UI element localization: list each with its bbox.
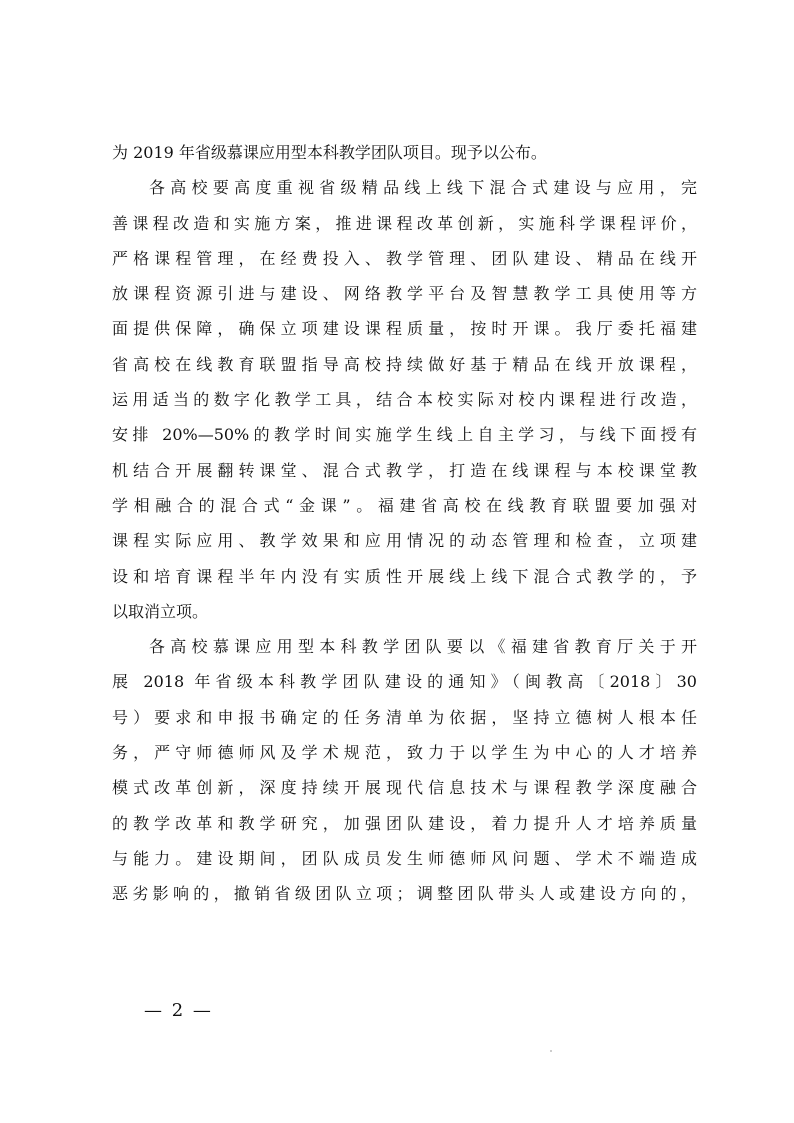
- paragraph-teaching-team: [112, 634, 697, 916]
- page-number: — 2 —: [144, 1000, 213, 1021]
- text-line: 安排 20%—50%的教学时间实施学生线上自主学习，与线下面授有: [112, 425, 697, 445]
- paragraph-course-construction: [112, 175, 697, 634]
- text-line: 省高校在线教育联盟指导高校持续做好基于精品在线开放课程，: [112, 354, 697, 374]
- text-line: 善课程改造和实施方案，推进课程改革创新，实施科学课程评价，: [112, 213, 697, 233]
- text-line: 为 2019 年省级慕课应用型本科教学团队项目。现予以公布。: [112, 143, 547, 162]
- text-line: 以取消立项。: [112, 601, 209, 621]
- text-line: 的教学改革和教学研究，加强团队建设，着力提升人才培养质量: [112, 813, 697, 833]
- text-line: 模式改革创新，深度持续开展现代信息技术与课程教学深度融合: [112, 778, 697, 798]
- body-text: [112, 140, 697, 917]
- paragraph-continuation: [112, 140, 697, 175]
- text-line: 运用适当的数字化教学工具，结合本校实际对校内课程进行改造，: [112, 390, 697, 410]
- text-line: 课程实际应用、教学效果和应用情况的动态管理和检查，立项建: [112, 531, 697, 551]
- text-line: 与能力。建设期间，团队成员发生师德师风问题、学术不端造成: [112, 848, 697, 868]
- text-line: 务，严守师德师风及学术规范，致力于以学生为中心的人才培养: [112, 743, 697, 763]
- text-line: 展 2018 年省级本科教学团队建设的通知》（闽教高〔2018〕30: [112, 672, 697, 692]
- text-line: 放课程资源引进与建设、网络教学平台及智慧教学工具使用等方: [112, 284, 697, 304]
- scan-speck: [550, 1050, 552, 1052]
- text-line: 面提供保障，确保立项建设课程质量，按时开课。我厅委托福建: [112, 319, 697, 339]
- text-line: 严格课程管理，在经费投入、教学管理、团队建设、精品在线开: [112, 248, 697, 268]
- text-line: 各高校慕课应用型本科教学团队要以《福建省教育厅关于开: [149, 637, 697, 657]
- text-line: 恶劣影响的，撤销省级团队立项；调整团队带头人或建设方向的，: [112, 884, 697, 904]
- text-line: 号）要求和申报书确定的任务清单为依据，坚持立德树人根本任: [112, 707, 697, 727]
- text-line: 机结合开展翻转课堂、混合式教学，打造在线课程与本校课堂教: [112, 460, 697, 480]
- text-line: 设和培育课程半年内没有实质性开展线上线下混合式教学的，予: [112, 566, 697, 586]
- text-line: 各高校要高度重视省级精品线上线下混合式建设与应用，完: [149, 178, 697, 198]
- text-line: 学相融合的混合式“金课”。福建省高校在线教育联盟要加强对: [112, 495, 697, 515]
